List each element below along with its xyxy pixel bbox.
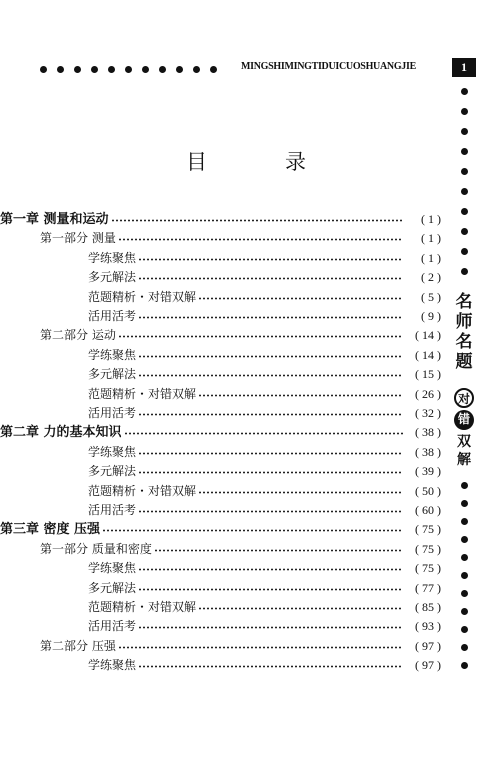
toc-section-entry[interactable] xyxy=(0,595,504,615)
toc-entry-label: 学练聚焦 xyxy=(88,658,137,673)
dot-leader xyxy=(198,297,403,300)
toc-entry-label: 活用活考 xyxy=(88,309,137,323)
toc-entry-label: 范题精析・对错双解 xyxy=(88,483,197,498)
header-dot-icon xyxy=(142,66,149,73)
toc-entry-label: 第一章 测量和运动 xyxy=(0,212,109,227)
toc-entry-line xyxy=(0,307,441,324)
toc-entry-page: ( 14 ) xyxy=(415,328,441,343)
toc-section-entry[interactable] xyxy=(0,556,504,576)
toc-entry-line xyxy=(0,365,441,382)
toc-entry-page: ( 38 ) xyxy=(415,444,441,459)
rail-series-title-text: 名师名题 xyxy=(455,292,473,372)
rail-dot-icon xyxy=(461,644,468,651)
rail-dot-icon xyxy=(461,662,468,669)
header-dot-icon xyxy=(210,66,217,73)
dot-leader xyxy=(118,238,403,241)
toc-entry-label: 学练聚焦 xyxy=(88,444,137,459)
toc-entry-page: ( 75 ) xyxy=(415,522,441,537)
rail-dot-icon xyxy=(461,128,468,135)
toc-part-entry[interactable] xyxy=(0,226,504,246)
dot-leader xyxy=(198,607,403,610)
toc-entry-line xyxy=(0,598,441,615)
toc-entry-page: ( 75 ) xyxy=(415,561,441,576)
toc-entry-page: ( 38 ) xyxy=(415,425,441,440)
rail-dot-icon xyxy=(461,188,468,195)
rail-circle-badge-dui: 对 xyxy=(454,388,474,408)
running-title: MINGSHIMINGTIDUICUOSHUANGJIE xyxy=(241,61,416,72)
toc-entry-line xyxy=(0,482,441,499)
toc-entry-page: ( 2 ) xyxy=(421,270,441,285)
toc-section-entry[interactable] xyxy=(0,285,504,305)
toc-section-entry[interactable] xyxy=(0,382,504,402)
dot-leader xyxy=(138,471,403,474)
toc-entry-label: 第三章 密度 压强 xyxy=(0,522,101,538)
toc-entry-label: 学练聚焦 xyxy=(88,561,137,576)
rail-dot-icon xyxy=(461,626,468,633)
dot-leader xyxy=(138,452,403,455)
toc-part-entry[interactable] xyxy=(0,323,504,343)
toc-entry-page: ( 5 ) xyxy=(421,289,441,304)
toc-entry-page: ( 15 ) xyxy=(415,367,441,382)
toc-entry-line xyxy=(0,518,441,537)
header-dots xyxy=(40,66,217,73)
toc-entry-line xyxy=(0,637,441,654)
toc-heading xyxy=(186,146,306,176)
toc-section-entry[interactable] xyxy=(0,401,504,421)
header-dot-icon xyxy=(108,66,115,73)
header-dot-icon xyxy=(57,66,64,73)
dot-leader xyxy=(138,568,403,571)
rail-dot-icon xyxy=(461,608,468,615)
toc-entry-label: 第一部分 质量和密度 xyxy=(40,541,152,556)
dot-leader xyxy=(118,646,403,649)
toc-entry-page: ( 97 ) xyxy=(415,638,441,653)
rail-dot-icon xyxy=(461,108,468,115)
header-dot-icon xyxy=(74,66,81,73)
toc-section-entry[interactable] xyxy=(0,576,504,596)
dot-leader xyxy=(138,413,403,416)
rail-dot-icon xyxy=(461,248,468,255)
dot-leader xyxy=(124,432,403,435)
toc-entry-label: 第二部分 压强 xyxy=(40,638,116,653)
rail-dot-icon xyxy=(461,518,468,525)
rail-dot-icon xyxy=(461,482,468,489)
dot-leader xyxy=(138,355,403,358)
header-dot-icon xyxy=(40,66,47,73)
toc-entry-label: 活用活考 xyxy=(88,503,137,517)
dot-leader xyxy=(138,510,403,513)
toc-heading-char: 录 xyxy=(285,150,306,174)
toc-entry-line xyxy=(0,656,441,673)
toc-section-entry[interactable] xyxy=(0,498,504,518)
toc-entry-label: 多元解法 xyxy=(88,464,137,479)
toc-section-entry[interactable] xyxy=(0,653,504,673)
toc-section-entry[interactable] xyxy=(0,304,504,324)
toc-section-entry[interactable] xyxy=(0,614,504,634)
toc-entry-label: 第二部分 运动 xyxy=(40,328,116,343)
toc-entry-line xyxy=(0,326,441,343)
toc-section-entry[interactable] xyxy=(0,265,504,285)
rail-dot-icon xyxy=(461,148,468,155)
toc-entry-line xyxy=(0,208,441,227)
dot-leader xyxy=(138,374,403,377)
toc-entry-label: 活用活考 xyxy=(88,619,137,634)
dot-leader xyxy=(138,258,403,261)
toc-entry-label: 范题精析・对错双解 xyxy=(88,386,197,401)
toc-entry-line xyxy=(0,421,441,440)
toc-entry-page: ( 26 ) xyxy=(415,386,441,401)
toc-entry-label: 学练聚焦 xyxy=(88,347,137,362)
header-dot-icon xyxy=(193,66,200,73)
rail-dot-icon xyxy=(461,572,468,579)
toc-entry-line xyxy=(0,268,441,285)
rail-series-subtitle-text: 双解 xyxy=(457,434,471,468)
toc-chapter-entry[interactable] xyxy=(0,207,504,227)
dot-leader xyxy=(138,277,403,280)
toc-entry-page: ( 39 ) xyxy=(415,464,441,479)
toc-entry-page: ( 75 ) xyxy=(415,541,441,556)
toc-part-entry[interactable] xyxy=(0,537,504,557)
toc-entry-line xyxy=(0,346,441,363)
toc-entry-line xyxy=(0,229,441,246)
rail-dot-icon xyxy=(461,88,468,95)
toc-entry-line xyxy=(0,404,441,421)
toc-entry-page: ( 9 ) xyxy=(421,309,441,323)
header-dot-icon xyxy=(91,66,98,73)
toc-entry-page: ( 32 ) xyxy=(415,406,441,420)
toc-section-entry[interactable] xyxy=(0,440,504,460)
toc-entry-label: 第一部分 测量 xyxy=(40,231,116,246)
header-dot-icon xyxy=(159,66,166,73)
toc-section-entry[interactable] xyxy=(0,459,504,479)
toc-chapter-entry[interactable] xyxy=(0,517,504,537)
dot-leader xyxy=(102,529,403,532)
dot-leader xyxy=(138,316,403,319)
toc-entry-line xyxy=(0,443,441,460)
toc-entry-page: ( 50 ) xyxy=(415,483,441,498)
dot-leader xyxy=(154,549,403,552)
toc-entry-line xyxy=(0,579,441,596)
toc-entry-line xyxy=(0,462,441,479)
toc-section-entry[interactable] xyxy=(0,479,504,499)
toc-entry-line xyxy=(0,559,441,576)
toc-entry-line xyxy=(0,288,441,305)
rail-dot-icon xyxy=(461,268,468,275)
toc-entry-label: 多元解法 xyxy=(88,367,137,382)
toc-entry-page: ( 97 ) xyxy=(415,658,441,673)
toc-entry-label: 第二章 力的基本知识 xyxy=(0,425,122,441)
rail-series-title xyxy=(453,292,475,372)
toc-entry-line xyxy=(0,501,441,518)
toc-entry-page: ( 14 ) xyxy=(415,347,441,362)
rail-dot-icon xyxy=(461,228,468,235)
dot-leader xyxy=(118,335,403,338)
toc-entry-line xyxy=(0,385,441,402)
rail-dot-icon xyxy=(461,554,468,561)
toc-entry-page: ( 85 ) xyxy=(415,600,441,614)
toc-entry-label: 活用活考 xyxy=(88,406,137,420)
rail-dot-icon xyxy=(461,168,468,175)
toc-heading-char: 目 xyxy=(186,150,207,174)
toc-entry-line xyxy=(0,540,441,557)
toc-part-entry[interactable] xyxy=(0,634,504,654)
rail-dot-icon xyxy=(461,208,468,215)
toc-entry-page: ( 93 ) xyxy=(415,619,441,634)
dot-leader xyxy=(138,665,403,668)
toc-entry-label: 范题精析・对错双解 xyxy=(88,600,197,614)
toc-chapter-entry[interactable] xyxy=(0,420,504,440)
toc-entry-label: 多元解法 xyxy=(88,270,137,285)
toc-entry-line xyxy=(0,617,441,634)
dot-leader xyxy=(138,626,403,629)
toc-section-entry[interactable] xyxy=(0,362,504,382)
toc-entry-label: 范题精析・对错双解 xyxy=(88,289,197,304)
toc-entry-label: 学练聚焦 xyxy=(88,250,137,265)
dot-leader xyxy=(198,394,403,397)
rail-dot-icon xyxy=(461,500,468,507)
dot-leader xyxy=(111,219,403,222)
dot-leader xyxy=(138,588,403,591)
toc-entry-line xyxy=(0,249,441,266)
toc-section-entry[interactable] xyxy=(0,343,504,363)
toc-entry-page: ( 1 ) xyxy=(421,231,441,246)
toc-entry-page: ( 1 ) xyxy=(421,250,441,265)
rail-circle-badge-cuo: 错 xyxy=(454,410,474,430)
header-dot-icon xyxy=(176,66,183,73)
toc-entry-label: 多元解法 xyxy=(88,580,137,595)
rail-dot-icon xyxy=(461,590,468,597)
rail-dot-icon xyxy=(461,536,468,543)
page-number-badge: 1 xyxy=(452,58,476,77)
toc-entry-page: ( 1 ) xyxy=(421,212,441,226)
toc-entry-page: ( 77 ) xyxy=(415,580,441,595)
header-dot-icon xyxy=(125,66,132,73)
dot-leader xyxy=(198,491,403,494)
toc-entry-page: ( 60 ) xyxy=(415,503,441,517)
rail-series-subtitle xyxy=(453,433,475,469)
toc-section-entry[interactable] xyxy=(0,246,504,266)
